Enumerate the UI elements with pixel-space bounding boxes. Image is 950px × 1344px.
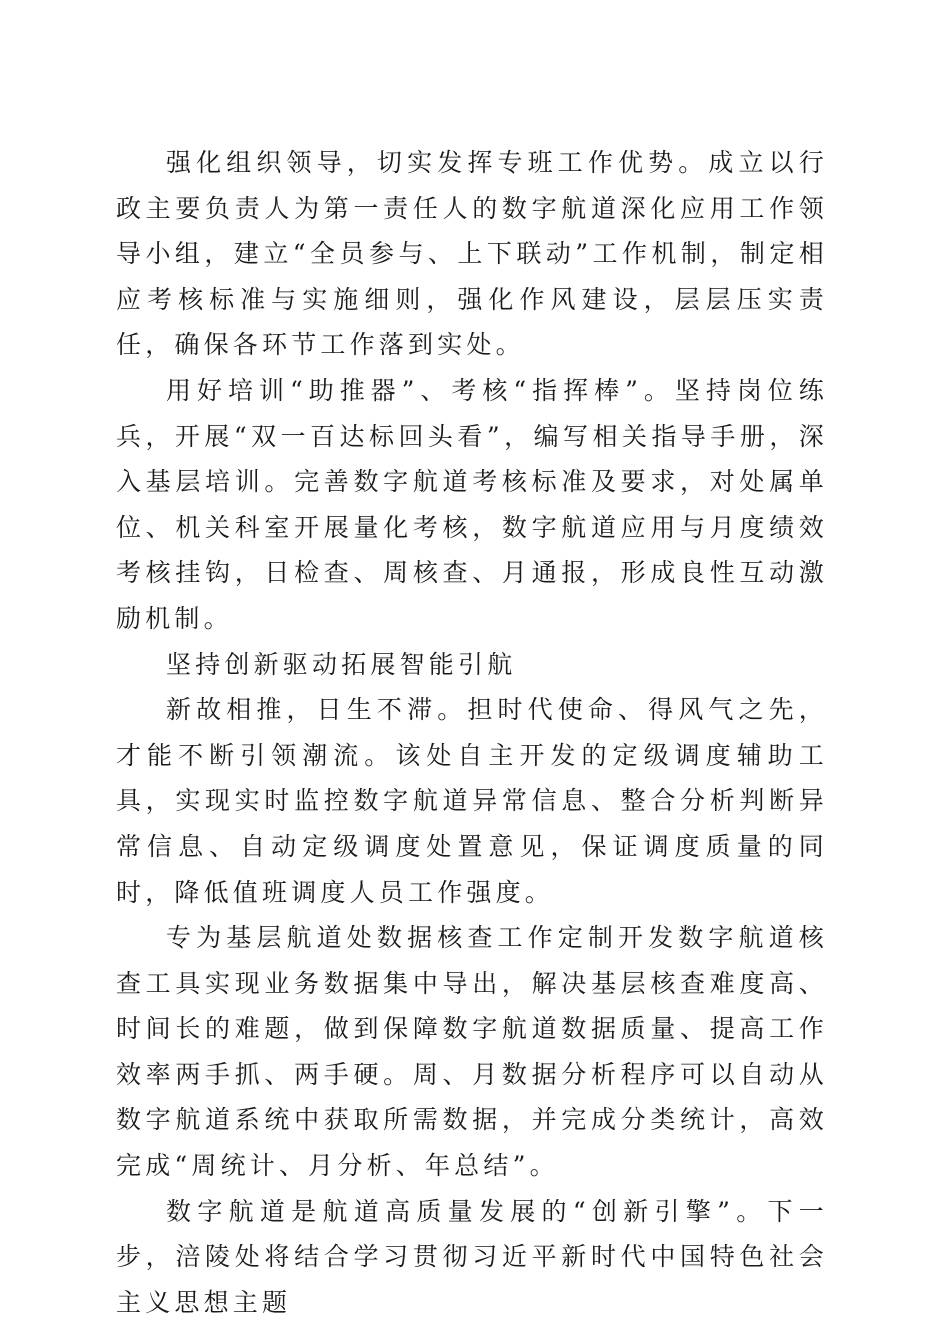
section-heading-innovation: 坚持创新驱动拓展智能引航 <box>166 649 517 679</box>
paragraph-next-steps: 数字航道是航道高质量发展的“创新引擎”。下一步，涪陵处将结合学习贯彻习近平新时代中国特色社会主义思想主题 <box>116 1196 828 1317</box>
paragraph-dispatch-tool: 新故相推，日生不滞。担时代使命、得风气之先，才能不断引领潮流。该处自主开发的定级调度辅助工具，实现实时监控数字航道异常信息、整合分析判断异常信息、自动定级调度处置意见，保证调度质量的同时，降低值班调度人员工作强度。 <box>116 695 828 907</box>
paragraph-verification-tool: 专为基层航道处数据核查工作定制开发数字航道核查工具实现业务数据集中导出，解决基层核查难度高、时间长的难题，做到保障数字航道数据质量、提高工作效率两手抓、两手硬。周、月数据分析程序可以自动从数字航道系统中获取所需数据，并完成分类统计，高效完成“周统计、月分析、年总结”。 <box>116 923 828 1181</box>
paragraph-training-assessment: 用好培训“助推器”、考核“指挥棒”。坚持岗位练兵，开展“双一百达标回头看”，编写相关指导手册，深入基层培训。完善数字航道考核标准及要求，对处属单位、机关科室开展量化考核，数字航道应用与月度绩效考核挂钩，日检查、周核查、月通报，形成良性互动激励机制。 <box>116 375 828 633</box>
paragraph-organization-leadership: 强化组织领导，切实发挥专班工作优势。成立以行政主要负责人为第一责任人的数字航道深化应用工作领导小组，建立“全员参与、上下联动”工作机制，制定相应考核标准与实施细则，强化作风建设，层层压实责任，确保各环节工作落到实处。 <box>116 148 828 360</box>
document-body <box>116 140 828 1325</box>
